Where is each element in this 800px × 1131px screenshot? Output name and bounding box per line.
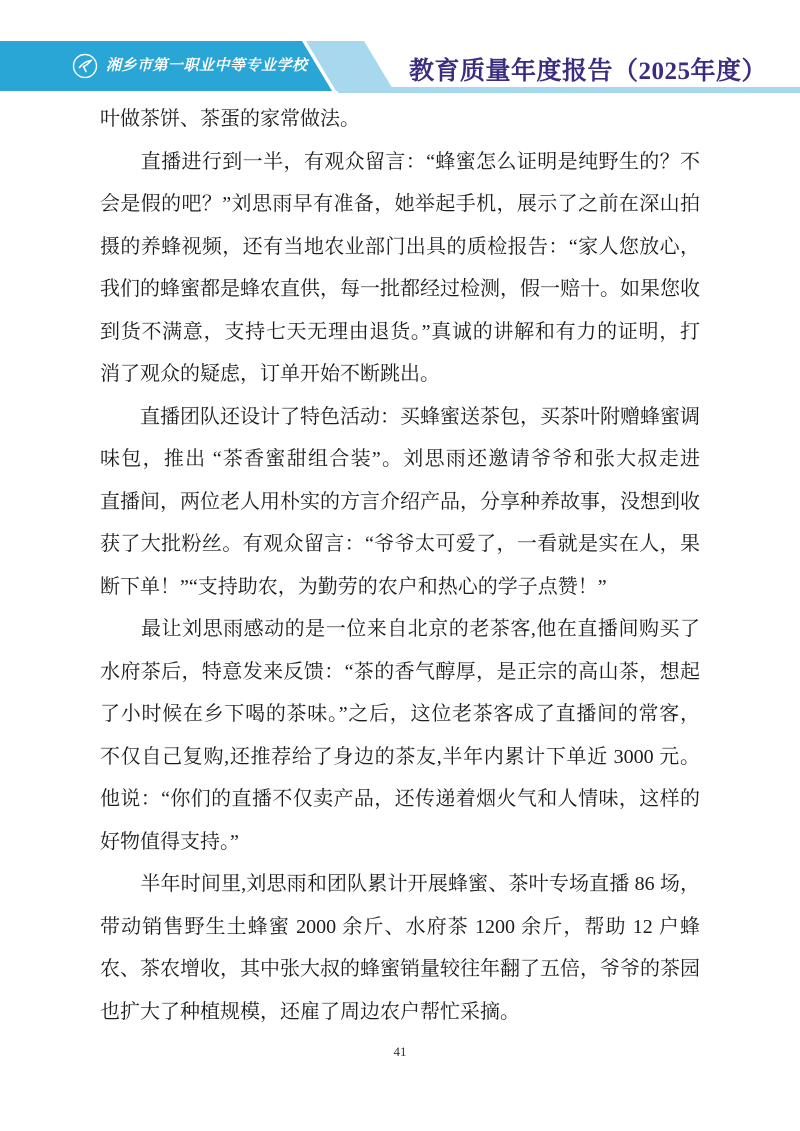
- text-line: 直播团队还设计了特色活动：买蜂蜜送茶包，买茶叶附赠蜂蜜调: [100, 405, 700, 428]
- header-underline-strip: [338, 87, 800, 93]
- document-body: [100, 98, 700, 1033]
- text-line: 他说：“你们的直播不仅卖产品，还传递着烟火气和人情味，这样的: [100, 788, 700, 810]
- school-name: 湘乡市第一职业中等专业学校: [106, 58, 308, 74]
- text-line: 不仅自己复购,还推荐给了身边的茶友,半年内累计下单近 3000 元。: [100, 745, 700, 768]
- text-line: 叶做茶饼、茶蛋的家常做法。: [100, 108, 360, 130]
- text-line: 半年时间里,刘思雨和团队累计开展蜂蜜、茶叶专场直播 86 场，: [100, 873, 700, 895]
- text-line: 获了大批粉丝。有观众留言：“爷爷太可爱了，一看就是实在人，果: [100, 533, 700, 555]
- text-line: 到货不满意，支持七天无理由退货。”真诚的讲解和有力的证明，打: [100, 320, 700, 343]
- text-line: 水府茶后，特意发来反馈：“茶的香气醇厚，是正宗的高山茶，想起: [100, 660, 700, 683]
- school-logo-icon: [72, 53, 98, 79]
- text-line: 了小时候在乡下喝的茶味。”之后，这位老茶客成了直播间的常客，: [100, 703, 700, 725]
- report-title: 教育质量年度报告（2025年度）: [408, 58, 767, 85]
- text-line: 消了观众的疑虑，订单开始不断跳出。: [100, 363, 440, 385]
- text-line: 摄的养蜂视频，还有当地农业部门出具的质检报告：“家人您放心，: [100, 235, 700, 258]
- text-line: 最让刘思雨感动的是一位来自北京的老茶客,他在直播间购买了: [100, 618, 700, 640]
- text-line: 味包，推出 “茶香蜜甜组合装”。刘思雨还邀请爷爷和张大叔走进: [100, 448, 700, 470]
- page-number: 41: [393, 1044, 407, 1059]
- text-line: 带动销售野生土蜂蜜 2000 余斤、水府茶 1200 余斤，帮助 12 户蜂: [100, 915, 700, 938]
- text-line: 我们的蜂蜜都是蜂农直供，每一批都经过检测，假一赔十。如果您收: [100, 278, 700, 300]
- text-line: 直播间，两位老人用朴实的方言介绍产品，分享种养故事，没想到收: [100, 490, 700, 513]
- text-line: 会是假的吧？”刘思雨早有准备，她举起手机，展示了之前在深山拍: [100, 193, 700, 215]
- text-line: 断下单！”“支持助农，为勤劳的农户和热心的学子点赞！”: [100, 575, 607, 598]
- text-line: 直播进行到一半，有观众留言：“蜂蜜怎么证明是纯野生的？不: [100, 150, 700, 173]
- text-line: 农、茶农增收，其中张大叔的蜂蜜销量较往年翻了五倍，爷爷的茶园: [100, 958, 700, 980]
- text-line: 好物值得支持。”: [100, 830, 239, 853]
- text-line: 也扩大了种植规模，还雇了周边农户帮忙采摘。: [100, 1000, 520, 1023]
